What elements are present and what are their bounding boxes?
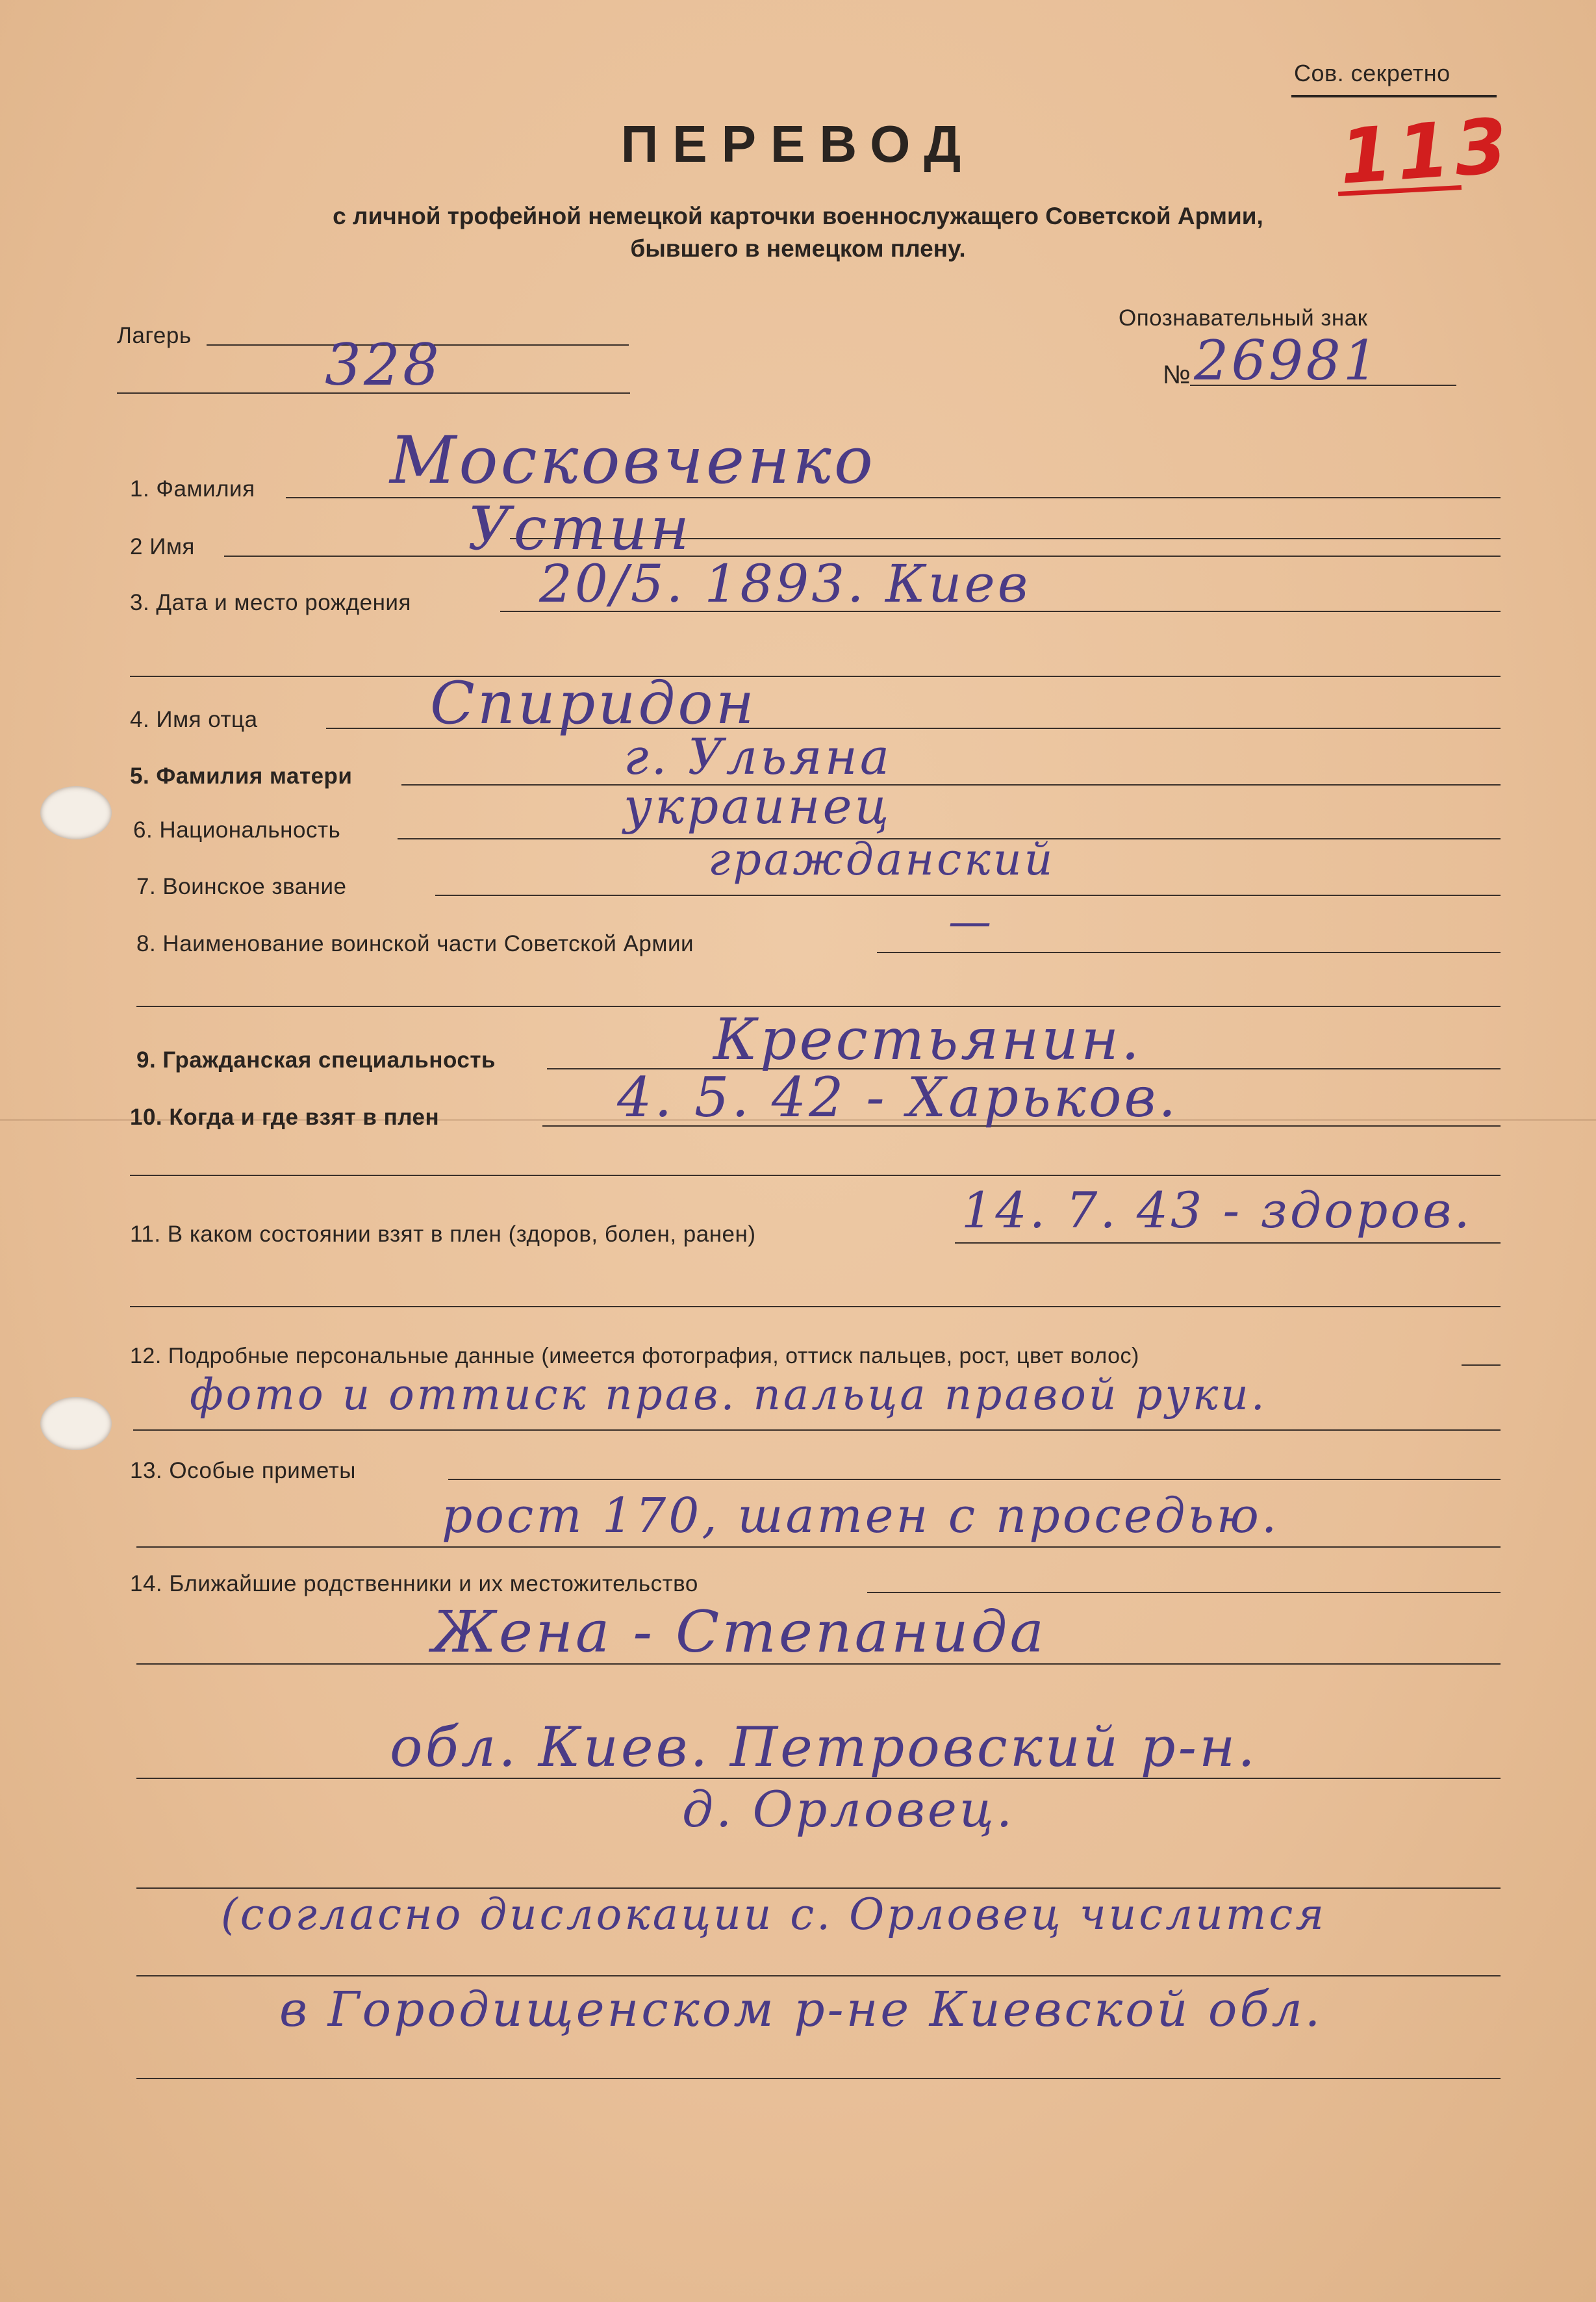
field-11-value: 14. 7. 43 - здоров. [961,1181,1473,1239]
relatives-value-4: (согласно дислокации с. Орловец числится [221,1889,1327,1939]
field-8-label: 8. Наименование воинской части Советской Армии [136,931,694,956]
field-12-line [1462,1364,1501,1366]
field-1-value: Московченко [390,422,876,498]
field-14-label: 14. Ближайшие родственники и их местожительство [130,1571,698,1596]
field-8-value: — [948,897,994,947]
field-3-value: 20/5. 1893. Киев [539,554,1031,614]
field-12-line-2 [133,1429,1501,1431]
field-11-line [955,1242,1501,1244]
field-5-line [401,784,1501,786]
field-13-value: рост 170, шатен с проседью. [442,1488,1280,1544]
field-7-value: гражданский [708,834,1056,886]
id-tag-prefix: № [1163,361,1191,389]
field-8-line [877,952,1501,953]
relatives-line-4 [136,1975,1501,1976]
classification-stamp: Сов. секретно [1294,60,1450,86]
punch-hole-lower [40,1397,112,1450]
field-10-value: 4. 5. 42 - Харьков. [617,1066,1179,1129]
id-tag-label: Опознавательный знак [1119,305,1368,331]
id-tag-value: 26981 [1194,329,1381,392]
relatives-value-2: обл. Киев. Петровский р-н. [390,1715,1258,1779]
field-3-label: 3. Дата и место рождения [130,590,411,615]
field-14-line [867,1592,1501,1593]
field-9-label: 9. Гражданская специальность [136,1047,496,1073]
field-13-line-2 [136,1546,1501,1548]
field-2-label: 2 Имя [130,534,195,559]
document-subtitle-line2: бывшего в немецком плену. [630,235,966,262]
field-9-value: Крестьянин. [713,1006,1142,1073]
field-12-value: фото и оттиск прав. пальца правой руки. [190,1370,1267,1420]
field-13-line [448,1479,1501,1480]
field-12-label: 12. Подробные персональные данные (имеется фотография, оттиск пальцев, рост, цвет волос) [130,1344,1139,1368]
field-13-label: 13. Особые приметы [130,1458,356,1483]
relatives-value-1: Жена - Степанида [432,1598,1046,1665]
relatives-line-3 [136,1887,1501,1889]
field-4-value: Спиридон [430,669,757,737]
classification-underline [1291,95,1497,97]
field-7-line [435,895,1501,896]
field-11-line-2 [130,1306,1501,1307]
document-subtitle-line1: с личной трофейной немецкой карточки военнослужащего Советской Армии, [333,203,1263,229]
field-10-line-2 [130,1175,1501,1176]
field-1-label: 1. Фамилия [130,476,255,502]
document-title: ПЕРЕВОД [620,115,976,173]
field-6-label: 6. Национальность [133,817,341,843]
field-6-value: украинец [624,777,892,835]
field-11-label: 11. В каком состоянии взят в плен (здоров, болен, ранен) [130,1221,756,1247]
field-3-line-2 [130,676,1501,677]
punch-hole-upper [40,786,112,839]
relatives-line-5 [136,2078,1501,2079]
camp-label: Лагерь [117,323,192,348]
field-4-label: 4. Имя отца [130,707,258,732]
relatives-value-5: в Городищенском р-не Киевской обл. [279,1982,1323,2038]
camp-value: 328 [325,331,442,398]
field-5-label: 5. Фамилия матери [130,763,353,789]
field-2-value: Устин [468,494,692,563]
field-7-label: 7. Воинское звание [136,874,347,899]
archive-number: 113 [1336,101,1515,202]
field-5-value: г. Ульяна [624,728,893,786]
field-10-label: 10. Когда и где взят в плен [130,1105,440,1130]
relatives-value-3: д. Орловец. [682,1780,1015,1838]
